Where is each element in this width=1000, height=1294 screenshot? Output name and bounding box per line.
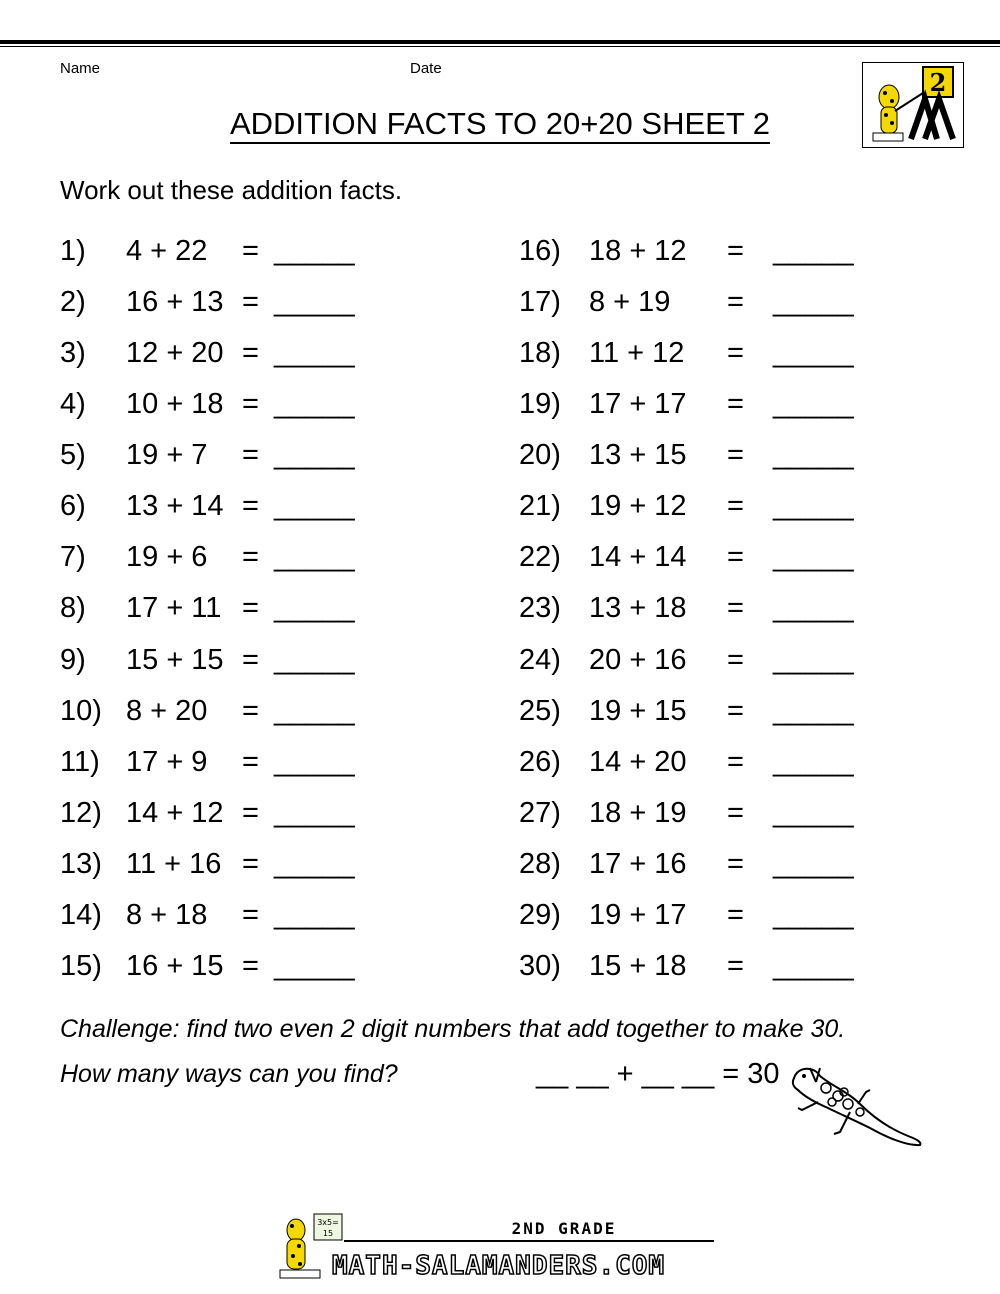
answer-blank[interactable]: _____ <box>773 490 854 522</box>
problem-row <box>519 793 859 833</box>
top-rule-thin <box>0 46 1000 47</box>
problem-number: 24) <box>519 644 561 676</box>
equals-sign: = <box>727 439 744 471</box>
problem-number: 28) <box>519 848 561 880</box>
problem-number: 20) <box>519 439 561 471</box>
problem-expression: 12 + 20 <box>126 337 224 369</box>
problem-number: 30) <box>519 950 561 982</box>
problem-row <box>60 691 400 731</box>
equals-sign: = <box>727 286 744 318</box>
answer-blank[interactable]: _____ <box>773 644 854 676</box>
page-title: ADDITION FACTS TO 20+20 SHEET 2 <box>0 106 1000 142</box>
date-label: Date <box>410 60 442 77</box>
problem-row <box>60 282 400 322</box>
problem-number: 14) <box>60 899 102 931</box>
answer-blank[interactable]: _____ <box>773 337 854 369</box>
equals-sign: = <box>242 644 259 676</box>
problem-number: 1) <box>60 235 86 267</box>
problem-row <box>519 588 859 628</box>
answer-blank[interactable]: _____ <box>773 235 854 267</box>
problem-number: 27) <box>519 797 561 829</box>
problem-row <box>519 537 859 577</box>
problem-expression: 18 + 12 <box>589 235 687 267</box>
problem-number: 18) <box>519 337 561 369</box>
problem-expression: 10 + 18 <box>126 388 224 420</box>
problem-expression: 19 + 15 <box>589 695 687 727</box>
answer-blank[interactable]: _____ <box>274 592 355 624</box>
answer-blank[interactable]: _____ <box>274 439 355 471</box>
problem-row <box>519 640 859 680</box>
equals-sign: = <box>727 950 744 982</box>
answer-blank[interactable]: _____ <box>274 695 355 727</box>
answer-blank[interactable]: _____ <box>773 388 854 420</box>
problem-expression: 19 + 7 <box>126 439 208 471</box>
equals-sign: = <box>242 235 259 267</box>
problem-row <box>60 231 400 271</box>
problem-number: 12) <box>60 797 102 829</box>
name-label: Name <box>60 60 101 77</box>
equals-sign: = <box>242 950 259 982</box>
problem-number: 17) <box>519 286 561 318</box>
problem-number: 23) <box>519 592 561 624</box>
problem-row <box>60 435 400 475</box>
answer-blank[interactable]: _____ <box>274 541 355 573</box>
problem-row <box>60 640 400 680</box>
problem-row <box>519 742 859 782</box>
problem-row <box>519 231 859 271</box>
answer-blank[interactable]: _____ <box>274 899 355 931</box>
problem-expression: 14 + 12 <box>126 797 224 829</box>
answer-blank[interactable]: _____ <box>274 490 355 522</box>
challenge-text: Challenge: find two even 2 digit numbers that add together to make 30. <box>60 1015 846 1043</box>
equals-sign: = <box>727 899 744 931</box>
problem-expression: 17 + 17 <box>589 388 687 420</box>
problem-number: 8) <box>60 592 86 624</box>
problem-row <box>519 333 859 373</box>
site-name: MATH-SALAMANDERS.COM <box>332 1251 666 1281</box>
board-text-line1: 3x5= <box>317 1218 339 1227</box>
answer-blank[interactable]: _____ <box>274 644 355 676</box>
problem-expression: 13 + 14 <box>126 490 224 522</box>
problem-number: 29) <box>519 899 561 931</box>
problem-expression: 20 + 16 <box>589 644 687 676</box>
equals-sign: = <box>727 797 744 829</box>
problem-expression: 13 + 15 <box>589 439 687 471</box>
problem-row <box>60 384 400 424</box>
problem-expression: 15 + 15 <box>126 644 224 676</box>
problem-row <box>60 588 400 628</box>
problem-expression: 11 + 12 <box>589 337 685 369</box>
problem-row <box>60 486 400 526</box>
answer-blank[interactable]: _____ <box>274 746 355 778</box>
answer-blank[interactable]: _____ <box>773 439 854 471</box>
equals-sign: = <box>727 541 744 573</box>
problem-row <box>60 537 400 577</box>
equals-sign: = <box>242 490 259 522</box>
instructions: Work out these addition facts. <box>60 175 403 205</box>
problem-number: 19) <box>519 388 561 420</box>
answer-blank[interactable]: _____ <box>773 695 854 727</box>
problem-expression: 8 + 20 <box>126 695 208 727</box>
problem-row <box>519 895 859 935</box>
grade-text: 2ND GRADE <box>511 1219 617 1238</box>
problem-expression: 17 + 9 <box>126 746 208 778</box>
problem-row <box>519 946 859 986</box>
problem-expression: 4 + 22 <box>126 235 208 267</box>
footer-logo <box>274 1212 734 1282</box>
equals-sign: = <box>242 797 259 829</box>
problem-row <box>519 691 859 731</box>
equals-sign: = <box>727 695 744 727</box>
grade-badge-number: 2 <box>929 68 947 97</box>
problem-expression: 19 + 12 <box>589 490 687 522</box>
equals-sign: = <box>727 337 744 369</box>
problem-row <box>60 895 400 935</box>
equals-sign: = <box>242 541 259 573</box>
problem-expression: 19 + 6 <box>126 541 208 573</box>
problem-expression: 17 + 16 <box>589 848 687 880</box>
problem-expression: 13 + 18 <box>589 592 687 624</box>
equals-sign: = <box>242 899 259 931</box>
equals-sign: = <box>242 388 259 420</box>
problem-row <box>60 742 400 782</box>
problem-number: 7) <box>60 541 86 573</box>
problem-expression: 14 + 20 <box>589 746 687 778</box>
problem-expression: 14 + 14 <box>589 541 687 573</box>
problem-expression: 15 + 18 <box>589 950 687 982</box>
equals-sign: = <box>242 337 259 369</box>
equals-sign: = <box>727 644 744 676</box>
equals-sign: = <box>727 490 744 522</box>
equals-sign: = <box>242 695 259 727</box>
answer-blank[interactable]: _____ <box>274 797 355 829</box>
problem-number: 10) <box>60 695 102 727</box>
grade-logo <box>862 62 964 148</box>
problem-expression: 11 + 16 <box>126 848 222 880</box>
answer-blank[interactable]: _____ <box>773 286 854 318</box>
problem-row <box>519 435 859 475</box>
problem-number: 9) <box>60 644 86 676</box>
problem-row <box>519 282 859 322</box>
problem-row <box>519 486 859 526</box>
challenge-answer-blanks: __ __ + __ __ = 30 <box>536 1058 780 1090</box>
answer-blank[interactable]: _____ <box>773 797 854 829</box>
equals-sign: = <box>727 746 744 778</box>
problem-number: 3) <box>60 337 86 369</box>
problem-row <box>519 844 859 884</box>
problem-number: 26) <box>519 746 561 778</box>
equals-sign: = <box>727 848 744 880</box>
math-salamanders-logo-icon <box>274 1212 734 1282</box>
problem-number: 11) <box>60 746 100 778</box>
problem-expression: 17 + 11 <box>126 592 222 624</box>
problem-row <box>60 844 400 884</box>
problem-expression: 8 + 19 <box>589 286 671 318</box>
problem-number: 21) <box>519 490 561 522</box>
problem-number: 25) <box>519 695 561 727</box>
salamander-icon <box>788 1062 928 1154</box>
problem-number: 22) <box>519 541 561 573</box>
equals-sign: = <box>242 848 259 880</box>
equals-sign: = <box>242 286 259 318</box>
problem-number: 5) <box>60 439 86 471</box>
answer-blank[interactable]: _____ <box>274 848 355 880</box>
equals-sign: = <box>242 746 259 778</box>
problem-expression: 16 + 13 <box>126 286 224 318</box>
answer-blank[interactable]: _____ <box>773 950 854 982</box>
problem-row <box>60 946 400 986</box>
answer-blank[interactable]: _____ <box>773 541 854 573</box>
problem-row <box>60 793 400 833</box>
answer-blank[interactable]: _____ <box>274 388 355 420</box>
answer-blank[interactable]: _____ <box>773 592 854 624</box>
problem-number: 15) <box>60 950 102 982</box>
answer-blank[interactable]: _____ <box>773 746 854 778</box>
answer-blank[interactable]: _____ <box>274 286 355 318</box>
problem-number: 13) <box>60 848 102 880</box>
problem-number: 16) <box>519 235 561 267</box>
salamander-teacher-icon <box>863 63 963 147</box>
problem-number: 2) <box>60 286 86 318</box>
problem-row <box>60 333 400 373</box>
challenge-question: How many ways can you find? <box>60 1060 398 1088</box>
answer-blank[interactable]: _____ <box>274 950 355 982</box>
answer-blank[interactable]: _____ <box>274 235 355 267</box>
problem-expression: 18 + 19 <box>589 797 687 829</box>
answer-blank[interactable]: _____ <box>773 848 854 880</box>
equals-sign: = <box>727 388 744 420</box>
equals-sign: = <box>727 235 744 267</box>
problem-expression: 19 + 17 <box>589 899 687 931</box>
problem-expression: 16 + 15 <box>126 950 224 982</box>
equals-sign: = <box>727 592 744 624</box>
top-rule <box>0 40 1000 44</box>
answer-blank[interactable]: _____ <box>773 899 854 931</box>
board-text-line2: 15 <box>322 1229 334 1238</box>
problem-number: 6) <box>60 490 86 522</box>
problem-row <box>519 384 859 424</box>
problem-expression: 8 + 18 <box>126 899 208 931</box>
equals-sign: = <box>242 439 259 471</box>
equals-sign: = <box>242 592 259 624</box>
answer-blank[interactable]: _____ <box>274 337 355 369</box>
problem-number: 4) <box>60 388 86 420</box>
